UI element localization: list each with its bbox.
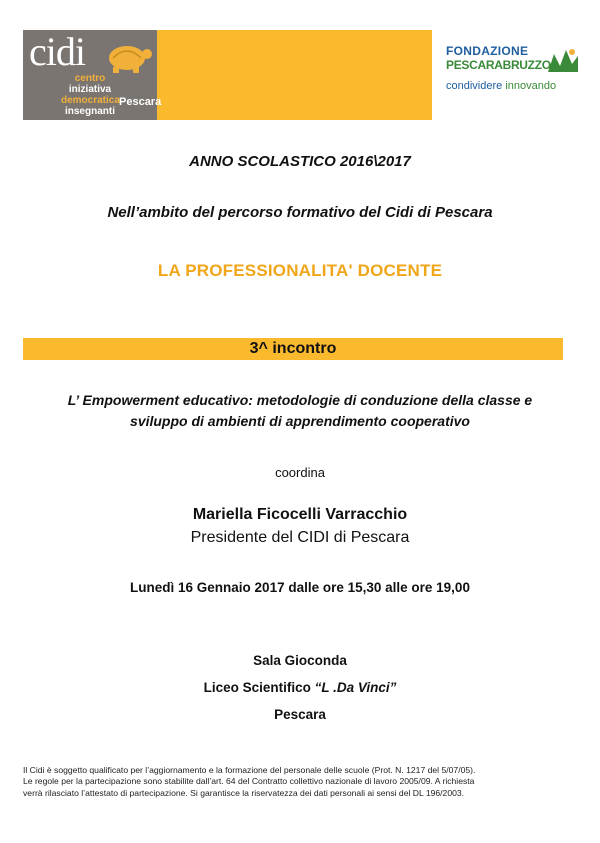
meeting-topic <box>0 390 600 432</box>
speaker-role: Presidente del CIDI di Pescara <box>190 529 410 546</box>
venue-city: Pescara <box>274 707 326 722</box>
meeting-number-bar: 3^ incontro <box>23 338 563 360</box>
fondazione-tagline <box>446 80 556 92</box>
fondazione-logo-line1: FONDAZIONE <box>446 44 529 58</box>
fondazione-tagline-part2: innovando <box>505 80 557 92</box>
cidi-line-centro: centro <box>74 73 106 84</box>
venue-school <box>0 680 600 695</box>
venue-school-prefix: Liceo Scientifico <box>203 680 315 695</box>
footer-notes <box>23 765 568 799</box>
fondazione-logo <box>446 44 586 104</box>
meeting-topic-line: L’ Empowerment educativo: metodologie di conduzione della classe e <box>67 392 533 408</box>
venue-school-name: “L .Da Vinci” <box>314 680 397 695</box>
context-line: Nell’ambito del percorso formativo del Cidi di Pescara <box>107 204 493 221</box>
fondazione-emblem-icon <box>546 46 580 74</box>
school-year: ANNO SCOLASTICO 2016\2017 <box>189 153 411 170</box>
cidi-logo <box>23 29 162 120</box>
cidi-logo-word: cidi <box>29 29 85 74</box>
venue-room: Sala Gioconda <box>253 653 347 668</box>
cidi-logo-city: Pescara <box>119 96 162 108</box>
cidi-line-iniziativa: iniziativa <box>68 84 112 95</box>
footer-line: Il Cidi è soggetto qualificato per l’aggiornamento e la formazione del personale delle scuole (Prot. N. 1217 del 5/07/05). <box>23 765 476 775</box>
fondazione-tagline-part1: condividere <box>446 80 503 92</box>
meeting-topic-line: sviluppo di ambienti di apprendimento cooperativo <box>130 413 470 429</box>
cidi-line-democratica: democratica <box>61 95 120 106</box>
coordinator-label: coordina <box>275 465 325 480</box>
event-date-time: Lunedì 16 Gennaio 2017 dalle ore 15,30 alle ore 19,00 <box>130 580 470 595</box>
cidi-logo-lines <box>61 73 119 117</box>
footer-line: verrà rilasciato l’attestato di partecipazione. Si garantisce la riservatezza dei dati personali ai sensi del DL 196/2003. <box>23 787 465 798</box>
cidi-line-insegnanti: insegnanti <box>64 106 115 117</box>
speaker-name: Mariella Ficocelli Varracchio <box>192 506 408 523</box>
turtle-icon <box>103 38 155 76</box>
programme-title: LA PROFESSIONALITA' DOCENTE <box>157 261 443 280</box>
fondazione-logo-line2: PESCARABRUZZO <box>446 58 551 72</box>
footer-line: Le regole per la partecipazione sono stabilite dall’art. 64 del Contratto collettivo nazionale di lavoro 2005/09. A richiesta <box>23 776 475 787</box>
